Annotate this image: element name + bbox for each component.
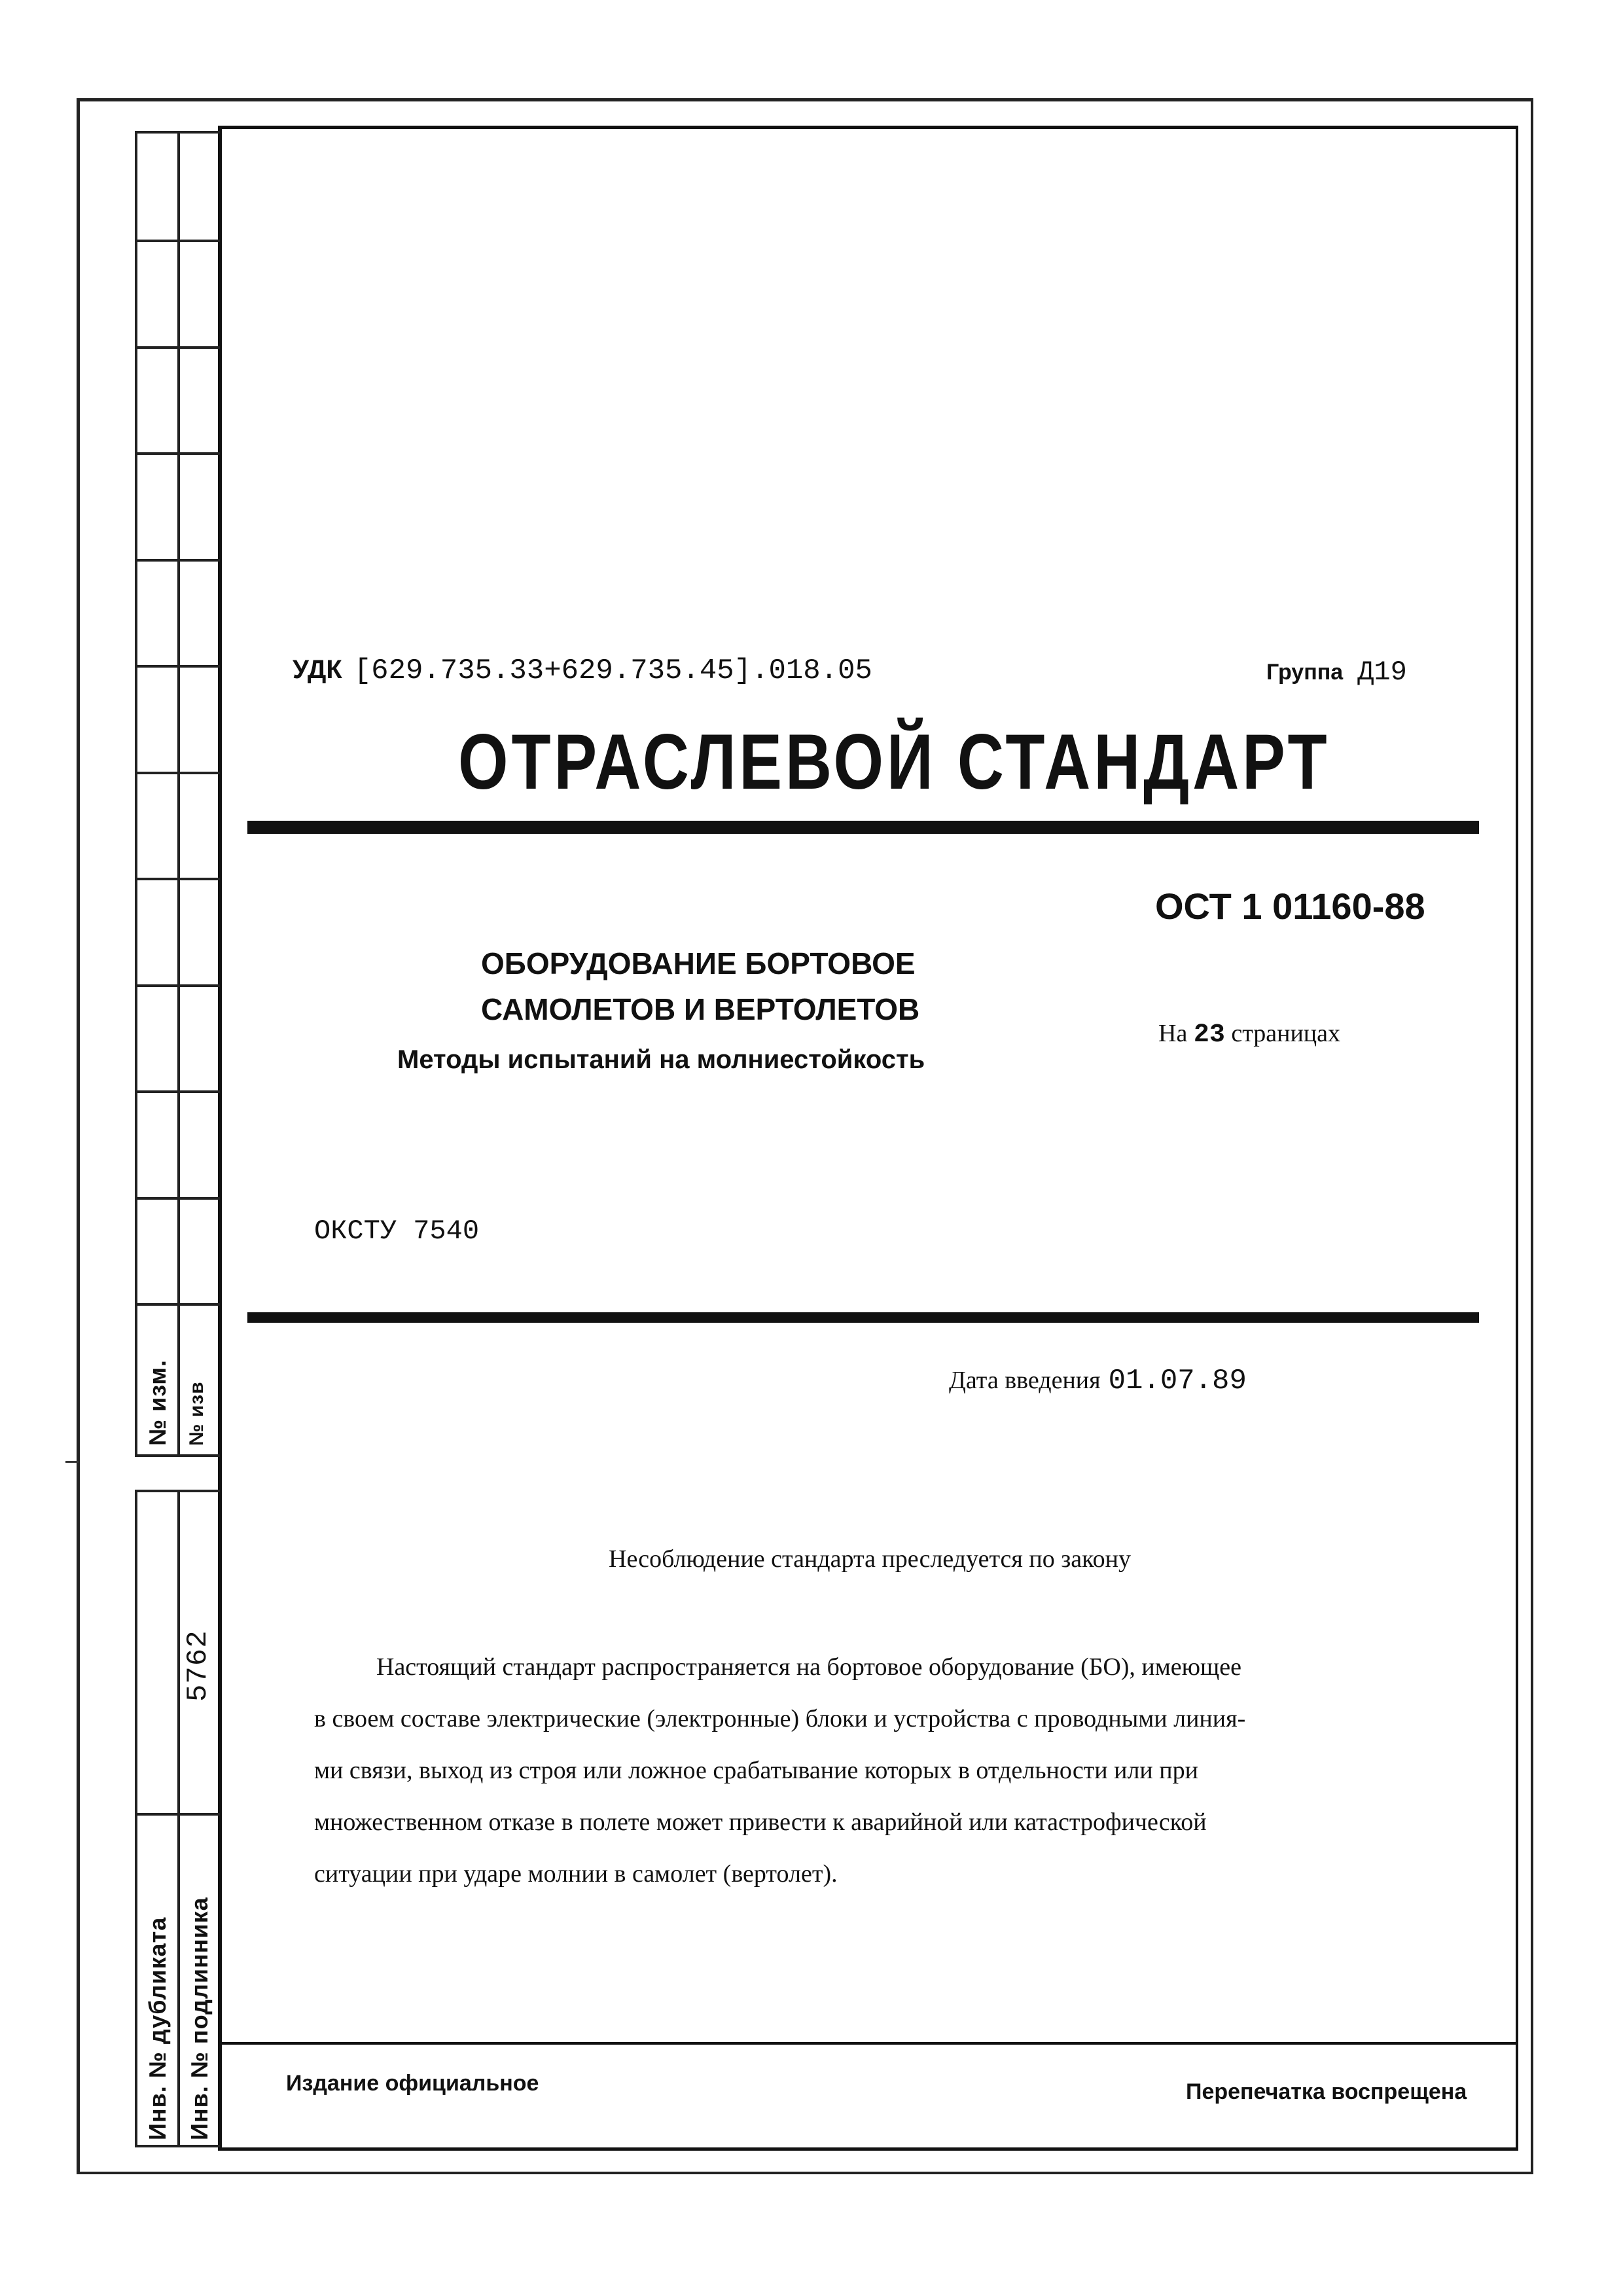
duplicate-inventory-label: Инв. № дубликата	[144, 1916, 171, 2140]
change-number-label: № изм.	[144, 1359, 171, 1446]
bottom-thick-rule	[247, 1312, 1479, 1323]
pages-count: 23	[1193, 1020, 1225, 1050]
stamp-cell-line	[137, 559, 220, 562]
body-line: ми связи, выход из строя или ложное срабатывание которых в отдельности или при	[314, 1757, 1198, 1784]
margin-stamp-lower	[135, 1490, 220, 2147]
pages-suffix: страницах	[1231, 1020, 1341, 1047]
stamp-divider	[177, 1492, 180, 2145]
body-line: множественном отказе в полете может привести к аварийной или катастрофической	[314, 1808, 1207, 1836]
udk-label: УДК	[293, 655, 342, 684]
body-line: в своем составе электрические (электронные) блоки и устройства с проводными линия-	[314, 1705, 1246, 1732]
body-line: Настоящий стандарт распространяется на бортовое оборудование (БО), имеющее	[376, 1653, 1242, 1681]
title-subtitle: Методы испытаний на молниестойкость	[397, 1045, 925, 1074]
okstu-code: ОКСТУ 7540	[314, 1215, 480, 1247]
standard-designation: ОСТ 1 01160-88	[1155, 886, 1425, 927]
stamp-cell-line	[137, 878, 220, 880]
title-line-2: САМОЛЕТОВ И ВЕРТОЛЕТОВ	[481, 992, 920, 1026]
pages-prefix: На	[1158, 1020, 1188, 1047]
introduction-date-label: Дата введения	[949, 1367, 1101, 1394]
group-line	[1266, 656, 1407, 688]
footer-rule	[221, 2042, 1516, 2045]
original-inventory-number: 5762	[182, 1630, 215, 1702]
stamp-cell-line	[137, 452, 220, 455]
cut-mark	[65, 1461, 79, 1463]
stamp-cell-line	[137, 1813, 220, 1816]
stamp-cell-line	[137, 665, 220, 668]
introduction-date	[949, 1365, 1247, 1397]
stamp-cell-line	[137, 1090, 220, 1093]
top-thick-rule	[247, 821, 1479, 834]
body-paragraph	[314, 1641, 1486, 1900]
stamp-cell-line	[137, 984, 220, 987]
group-label: Группа	[1266, 660, 1344, 685]
stamp-cell-line	[137, 772, 220, 774]
stamp-cell-line	[137, 240, 220, 242]
stamp-divider	[177, 134, 180, 1454]
standard-type-heading: ОТРАСЛЕВОЙ СТАНДАРТ	[458, 718, 1330, 806]
stamp-cell-line	[137, 1303, 220, 1306]
udk-line	[293, 655, 872, 687]
original-inventory-label: Инв. № подлинника	[186, 1897, 213, 2140]
margin-stamp-upper	[135, 131, 220, 1457]
footer-reprint-prohibited: Перепечатка воспрещена	[1186, 2079, 1467, 2104]
title-line-1: ОБОРУДОВАНИЕ БОРТОВОЕ	[481, 946, 916, 980]
group-value: Д19	[1357, 656, 1407, 688]
body-line: ситуации при ударе молнии в самолет (вертолет).	[314, 1860, 838, 1888]
stamp-cell-line	[137, 346, 220, 349]
stamp-cell-line	[137, 1197, 220, 1200]
udk-code: [629.735.33+629.735.45].018.05	[353, 655, 872, 687]
page-count	[1158, 1019, 1340, 1050]
introduction-date-value: 01.07.89	[1108, 1365, 1247, 1397]
notice-number-label: № изв	[186, 1381, 207, 1446]
footer-official-edition: Издание официальное	[286, 2071, 539, 2096]
legal-notice: Несоблюдение стандарта преследуется по закону	[609, 1545, 1131, 1573]
